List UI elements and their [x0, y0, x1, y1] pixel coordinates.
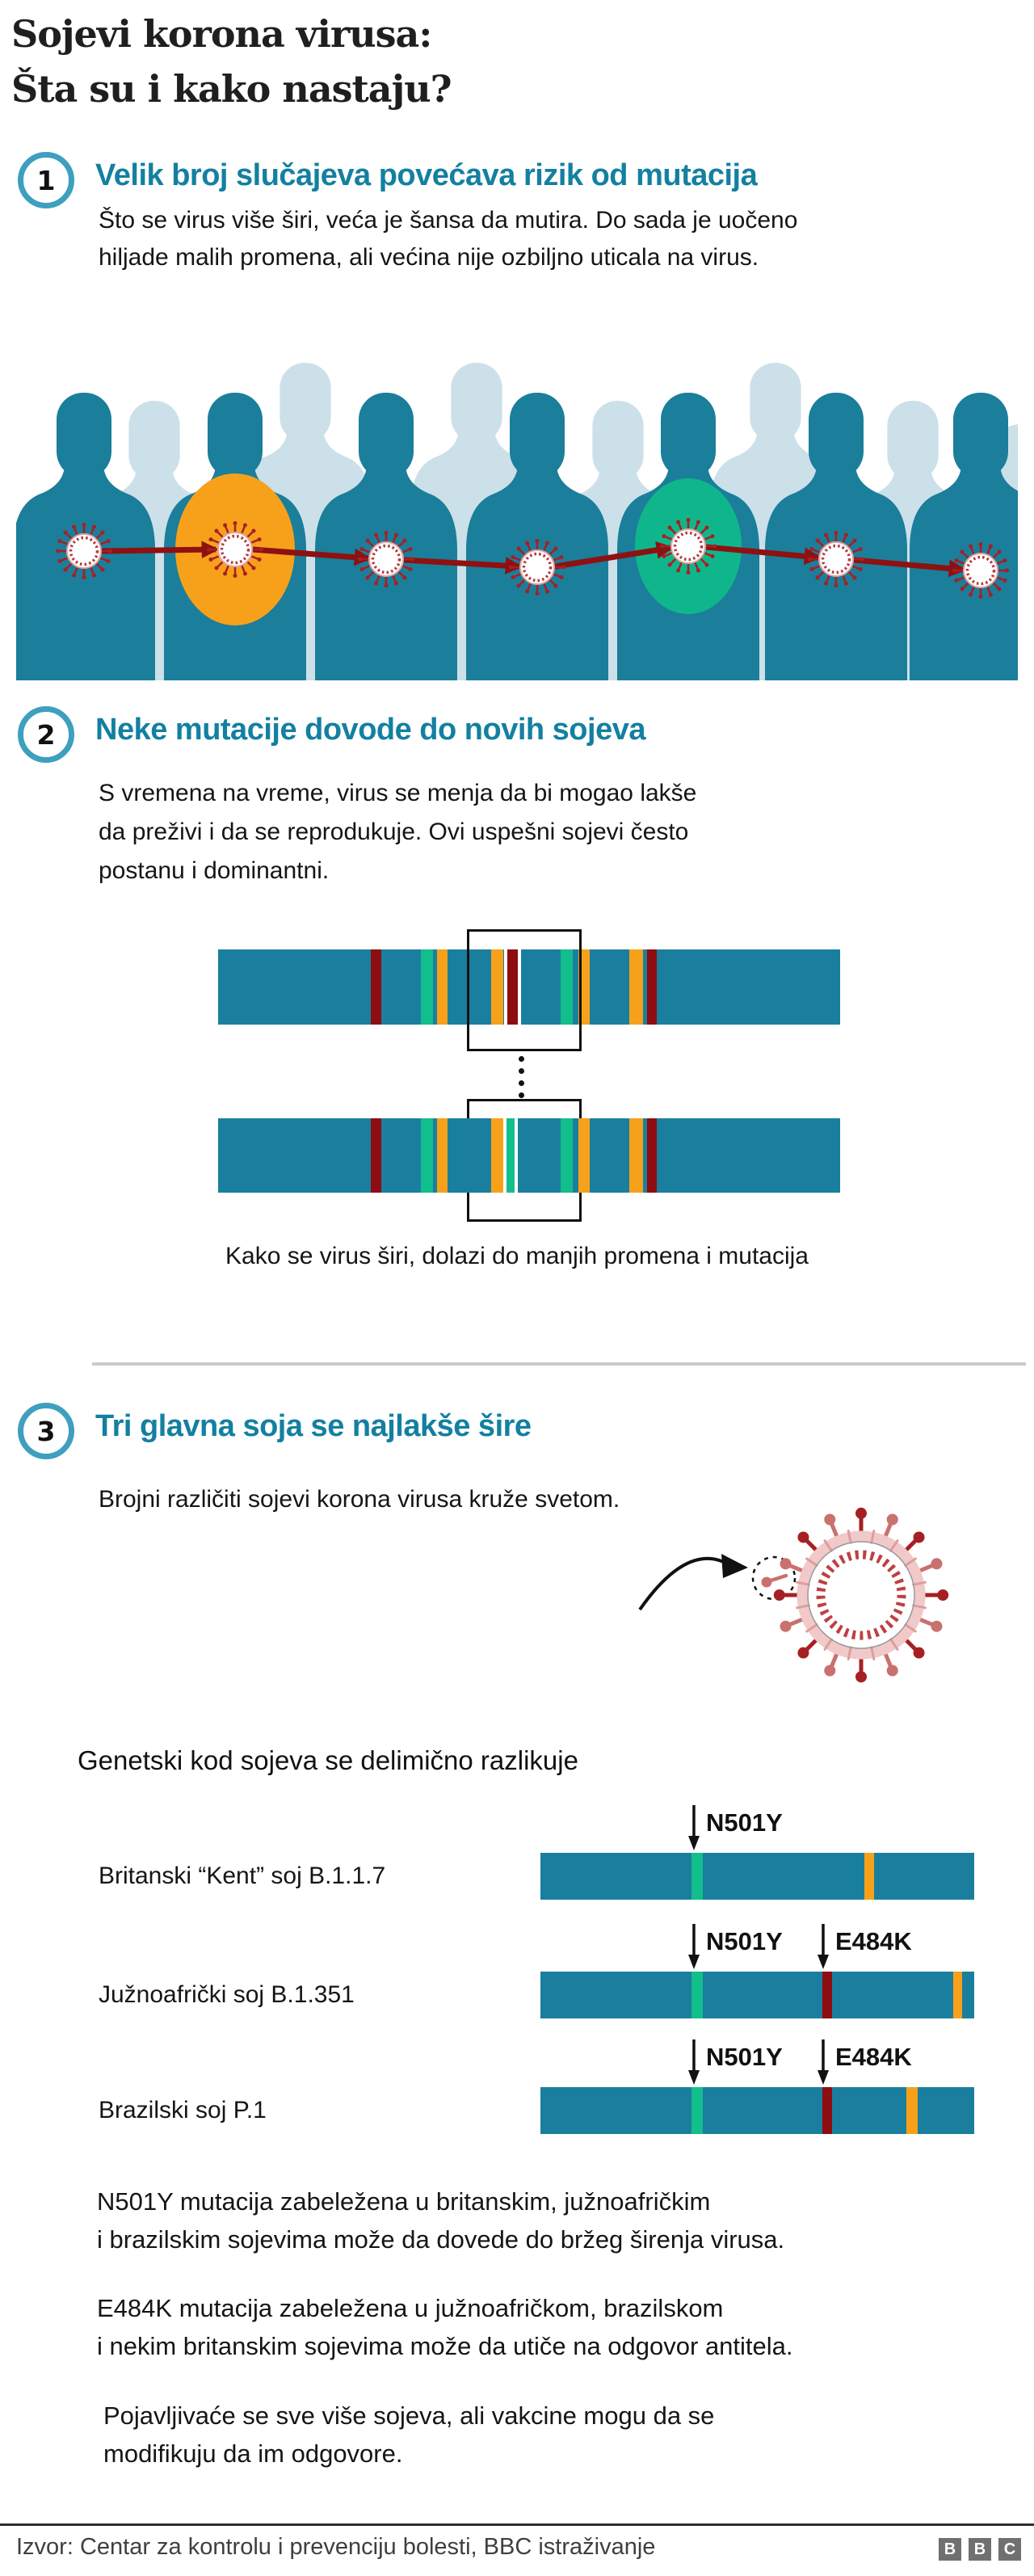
section-divider	[92, 1362, 1026, 1366]
genome-stripe	[647, 949, 657, 1025]
strain-label-sa: Južnoafrički soj B.1.351	[99, 1981, 355, 2008]
section-2-body	[99, 774, 696, 890]
coronavirus-illustration	[565, 1474, 1034, 1716]
note-line: modifikuju da im odgovore.	[103, 2439, 403, 2468]
footer-divider	[0, 2523, 1034, 2526]
genome-stripe	[691, 1972, 703, 2018]
section-2-number-badge	[18, 706, 74, 763]
mutation-label-n501y: N501Y	[706, 1927, 783, 1955]
bbc-logo-block	[969, 2538, 991, 2561]
mutation-label-e484k: E484K	[835, 2043, 912, 2071]
genome-stripe	[371, 949, 381, 1025]
down-arrow-icon	[687, 2039, 700, 2085]
section-2-body-line: da preživi i da se reprodukuje. Ovi uspešni sojevi često	[99, 819, 689, 845]
mutation-label-n501y: N501Y	[706, 2043, 783, 2071]
note-line: i brazilskim sojevima može da dovede do bržeg širenja virusa.	[97, 2225, 785, 2254]
note-line: E484K mutacija zabeležena u južnoafričkom, brazilskom	[97, 2294, 724, 2322]
source-credit: Izvor: Centar za kontrolu i prevenciju bolesti, BBC istraživanje	[16, 2534, 656, 2560]
curved-arrow-head	[721, 1554, 748, 1578]
section-1-body-line: Što se virus više širi, veća je šansa da mutira. Do sada je uočeno	[99, 207, 798, 234]
virus-icon	[56, 523, 112, 579]
crowd-transmission-illustration	[16, 347, 1018, 680]
genome-caption: Kako se virus širi, dolazi do manjih promena i mutacija	[225, 1243, 809, 1269]
note-n501y	[97, 2182, 784, 2258]
virus-icon	[358, 531, 414, 587]
ellipsis-dot	[519, 1056, 524, 1062]
zoom-box-top	[467, 929, 582, 1051]
genome-stripe	[578, 1118, 590, 1193]
section-1-heading: Velik broj slučajeva povećava rizik od mutacija	[95, 158, 758, 192]
virus-icon	[952, 542, 1009, 599]
genome-stripe	[421, 1118, 433, 1193]
down-arrow-icon	[817, 2039, 830, 2085]
curved-arrow	[640, 1559, 727, 1610]
virus-icon	[808, 531, 864, 587]
section-1-body-line: hiljade malih promena, ali većina nije ozbiljno uticala na virus.	[99, 244, 759, 271]
virus-icon	[207, 521, 263, 578]
note-line: N501Y mutacija zabeležena u britanskim, južnoafričkim	[97, 2187, 711, 2216]
bbc-logo-block	[939, 2538, 961, 2561]
genome-stripe	[864, 1853, 874, 1900]
genome-stripe	[906, 2087, 918, 2134]
strain-label-uk: Britanski “Kent” soj B.1.1.7	[99, 1863, 386, 1889]
down-arrow-icon	[687, 1805, 700, 1850]
section-3-number-badge	[18, 1403, 74, 1459]
genome-stripe	[629, 1118, 643, 1193]
section-1-number-badge	[18, 152, 74, 208]
section-2-number: 2	[36, 718, 56, 751]
down-arrow-icon	[687, 1924, 700, 1969]
strain-bar-sa	[540, 1972, 974, 2018]
virus-icon	[509, 539, 565, 596]
note-line: Pojavljivaće se sve više sojeva, ali vakcine mogu da se	[103, 2401, 715, 2430]
note-line: i nekim britanskim sojevima može da utiče na odgovor antitela.	[97, 2332, 793, 2360]
section-3-number: 3	[36, 1415, 56, 1447]
section-3-body: Brojni različiti sojevi korona virusa kruže svetom.	[99, 1486, 620, 1513]
page-title-line2: Šta su i kako nastaju?	[11, 67, 452, 111]
genome-stripe	[822, 1972, 832, 2018]
genome-stripe	[691, 2087, 703, 2134]
ellipsis-dot	[519, 1068, 524, 1074]
genome-stripe	[953, 1972, 962, 2018]
page-title	[11, 6, 452, 116]
bbc-logo-letter: B	[944, 2540, 956, 2558]
genome-stripe	[822, 2087, 832, 2134]
section-2-body-line: postanu i dominantni.	[99, 857, 330, 884]
section-1-number: 1	[36, 164, 56, 196]
genome-stripe	[437, 949, 448, 1025]
section-2-heading: Neke mutacije dovode do novih sojeva	[95, 713, 645, 747]
section-1-body	[99, 202, 797, 276]
genome-bar-mutated	[218, 1118, 840, 1193]
bbc-logo-letter: C	[1003, 2540, 1016, 2558]
bbc-logo-block	[998, 2538, 1021, 2561]
strain-compare-subheading: Genetski kod sojeva se delimično razlikuje	[78, 1745, 578, 1775]
mutation-label-e484k: E484K	[835, 1927, 912, 1955]
strain-label-br: Brazilski soj P.1	[99, 2097, 267, 2124]
virus-body	[774, 1508, 948, 1682]
note-vaccines	[103, 2397, 714, 2473]
genome-stripe	[629, 949, 643, 1025]
genome-stripe	[437, 1118, 448, 1193]
genome-stripe	[561, 1118, 573, 1193]
section-3-heading: Tri glavna soja se najlakše šire	[95, 1409, 532, 1443]
mutation-label-n501y: N501Y	[706, 1808, 783, 1837]
down-arrow-icon	[817, 1924, 830, 1969]
strain-bar-uk	[540, 1853, 974, 1900]
virus-icon	[660, 518, 717, 575]
genome-stripe	[421, 949, 433, 1025]
section-2-body-line: S vremena na vreme, virus se menja da bi mogao lakše	[99, 780, 697, 806]
genome-stripe	[647, 1118, 657, 1193]
genome-stripe	[371, 1118, 381, 1193]
strain-bar-br	[540, 2087, 974, 2134]
note-e484k	[97, 2289, 793, 2365]
genome-stripe	[506, 1118, 515, 1193]
page-title-line1: Sojevi korona virusa:	[11, 12, 432, 56]
ellipsis-dot	[519, 1092, 524, 1098]
genome-stripe	[691, 1853, 703, 1900]
genome-stripe	[491, 1118, 503, 1193]
highlighted-spike-stem	[768, 1576, 786, 1581]
ellipsis-dot	[519, 1080, 524, 1086]
bbc-logo-letter: B	[973, 2540, 986, 2558]
